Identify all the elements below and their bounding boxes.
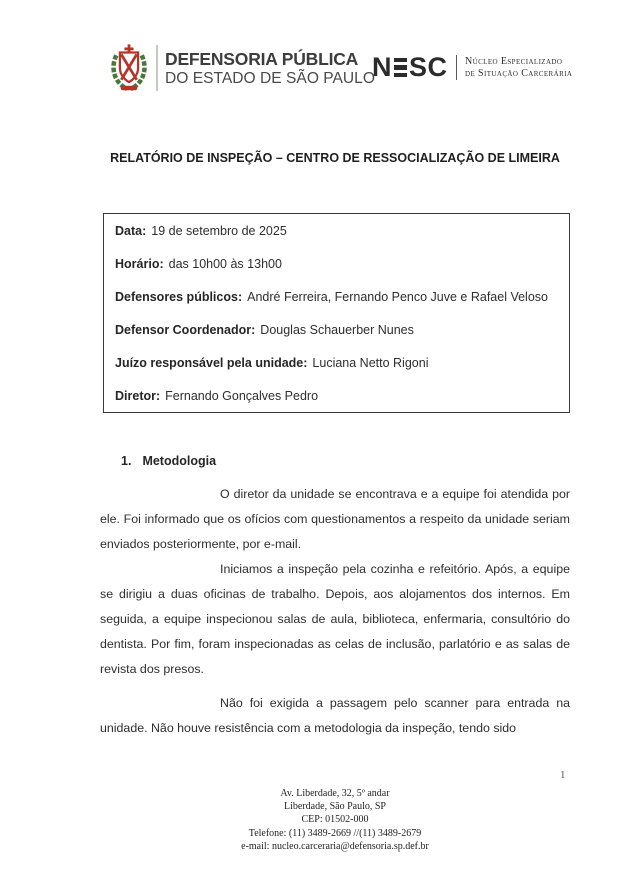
logo-divider bbox=[156, 45, 158, 91]
address-line-cep: CEP: 01502-000 bbox=[301, 814, 369, 826]
nesc-stencil-e-icon bbox=[394, 58, 407, 78]
info-row-director bbox=[115, 380, 563, 413]
nesc-divider bbox=[456, 55, 458, 80]
info-label: Defensor Coordenador: bbox=[115, 323, 256, 337]
paragraph-3: Não foi exigida a passagem pelo scanner para entrada na unidade. Não houve resistência com a metodologia da inspeção, tendo sido bbox=[100, 696, 570, 735]
info-row-date bbox=[115, 215, 563, 248]
nesc-name-line2: de Situação Carcerária bbox=[465, 67, 573, 79]
paragraph-2: Iniciamos a inspeção pela cozinha e refeitório. Após, a equipe se dirigiu a duas oficinas de trabalho. Depois, aos alojamentos dos internos. Em seguida, a equipe inspecionou salas de aula, biblioteca, enfermaria, consultório do dentista. Por fim, foram inspecionadas as celas de inclusão, parlatório e as salas de revista dos presos. bbox=[100, 562, 570, 676]
page-number: 1 bbox=[560, 769, 566, 781]
info-label: Defensores públicos: bbox=[115, 290, 243, 304]
info-row-judge bbox=[115, 347, 563, 380]
info-label: Juízo responsável pela unidade: bbox=[115, 356, 308, 370]
info-value: André Ferreira, Fernando Penco Juve e Rafael Veloso bbox=[247, 290, 548, 304]
info-label: Data: bbox=[115, 224, 147, 238]
section-title: Metodologia bbox=[142, 454, 217, 468]
info-row-coordinator bbox=[115, 314, 563, 347]
info-row-time bbox=[115, 248, 563, 281]
sp-coat-of-arms-icon bbox=[109, 43, 149, 93]
info-value: 19 de setembro de 2025 bbox=[151, 224, 287, 238]
address-line-email: e-mail: nucleo.carceraria@defensoria.sp.def.br bbox=[241, 840, 429, 852]
section-number: 1. bbox=[121, 454, 132, 468]
section-heading-metodologia bbox=[121, 449, 570, 474]
report-body bbox=[100, 449, 570, 741]
nesc-logo bbox=[372, 54, 572, 81]
info-value: Luciana Netto Rigoni bbox=[312, 356, 429, 370]
info-label: Horário: bbox=[115, 257, 164, 271]
info-row-public-defenders bbox=[115, 281, 563, 314]
info-value: Douglas Schauerber Nunes bbox=[260, 323, 414, 337]
nesc-letter-n: N bbox=[372, 52, 392, 82]
address-line-street: Av. Liberdade, 32, 5º andar bbox=[280, 788, 390, 799]
nesc-name-line1: Núcleo Especializado bbox=[465, 56, 563, 67]
org-name-line2: DO ESTADO DE SÃO PAULO bbox=[165, 69, 375, 87]
nesc-acronym bbox=[372, 54, 448, 81]
info-box bbox=[103, 213, 570, 413]
org-name-line1: DEFENSORIA PÚBLICA bbox=[165, 48, 359, 69]
info-value: Fernando Gonçalves Pedro bbox=[165, 389, 319, 403]
report-title: RELATÓRIO DE INSPEÇÃO – CENTRO DE RESSOCIALIZAÇÃO DE LIMEIRA bbox=[110, 151, 560, 165]
footer-address bbox=[100, 787, 570, 853]
info-label: Diretor: bbox=[115, 389, 161, 403]
address-line-city: Liberdade, São Paulo, SP bbox=[284, 801, 386, 813]
address-line-phone: Telefone: (11) 3489-2669 //(11) 3489-2679 bbox=[248, 827, 422, 839]
paragraph-1: O diretor da unidade se encontrava e a equipe foi atendida por ele. Foi informado que os ofícios com questionamentos a respeito da unidade seriam enviados posteriormente, por e-mail. bbox=[100, 487, 570, 551]
info-value: das 10h00 às 13h00 bbox=[168, 257, 282, 271]
defensoria-logo bbox=[109, 43, 375, 93]
nesc-letters-sc: SC bbox=[409, 52, 448, 82]
